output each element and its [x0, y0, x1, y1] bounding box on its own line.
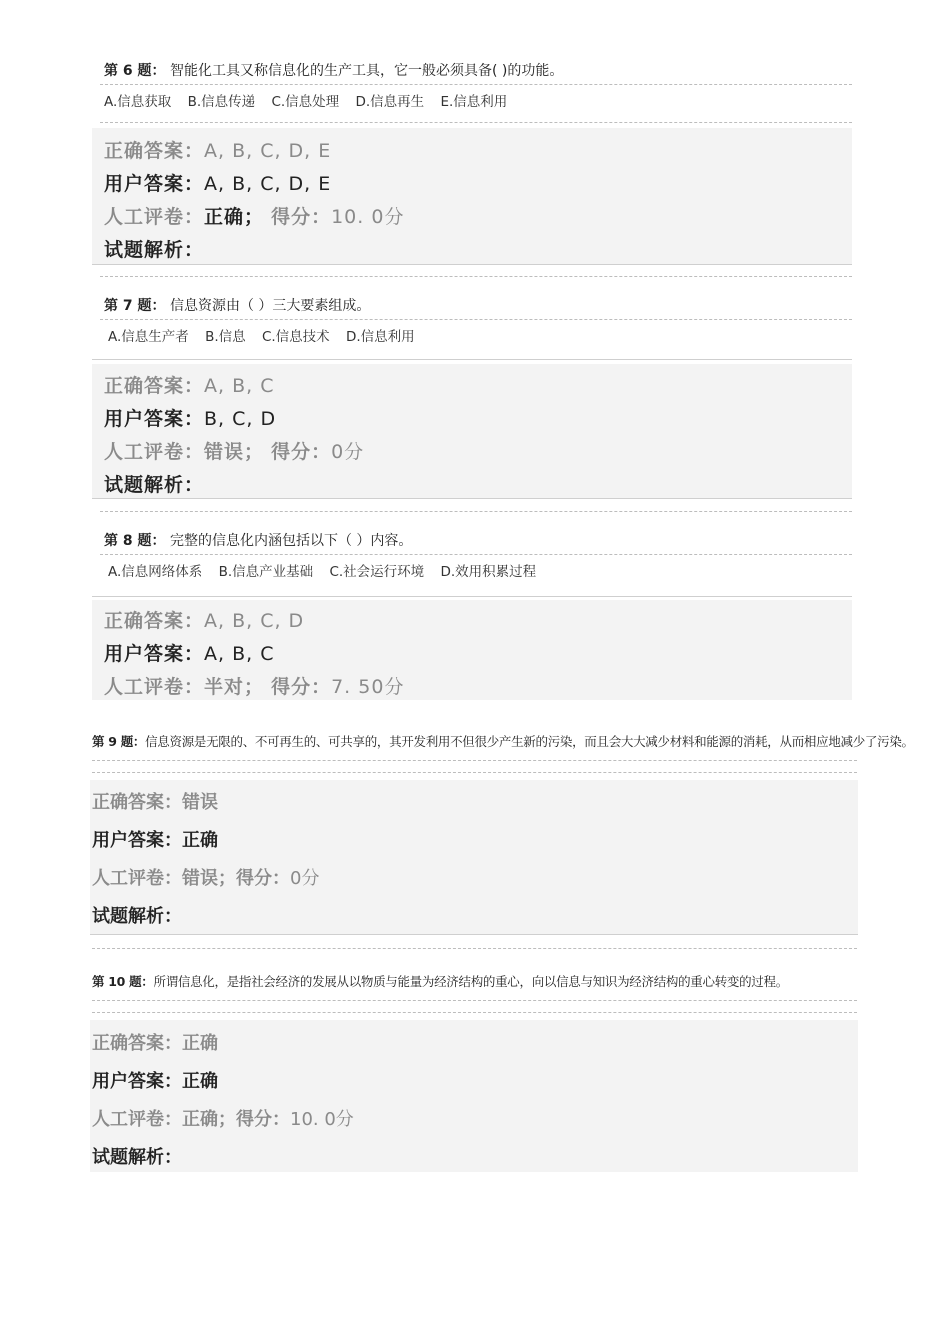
option-c: C.信息技术 [261, 329, 330, 345]
question-6-correct-answer: 正确答案：A, B, C, D, E [104, 140, 332, 162]
question-8-correct-answer: 正确答案：A, B, C, D [104, 610, 305, 632]
question-10-text: 所谓信息化，是指社会经济的发展从以物质与能量为经济结构的重心，向以信息与知识为经济结构的重心转变的过程。 [153, 974, 788, 989]
question-9-grading: 人工评卷：错误；得分：0分 [92, 868, 320, 889]
option-d: D.信息利用 [345, 329, 415, 345]
question-8-header [104, 530, 412, 550]
divider [100, 276, 852, 277]
question-10-grading: 人工评卷：正确；得分：10. 0分 [92, 1109, 354, 1130]
question-10-user-answer: 用户答案：正确 [92, 1071, 218, 1092]
question-9-analysis: 试题解析： [92, 906, 182, 927]
divider [92, 1012, 857, 1013]
option-c: C.社会运行环境 [329, 564, 425, 580]
question-7-text: 信息资源由（ ）三大要素组成。 [169, 298, 371, 314]
option-a: A.信息获取 [104, 94, 172, 110]
divider [100, 122, 852, 123]
question-7-grading: 人工评卷：错误； 得分：0分 [104, 441, 365, 463]
divider [90, 934, 858, 935]
question-7-user-answer: 用户答案：B, C, D [104, 408, 277, 430]
question-8-options [108, 560, 548, 580]
question-6-grading: 人工评卷：正确； 得分：10. 0分 [104, 206, 405, 228]
question-9-text: 信息资源是无限的、不可再生的、可共享的，其开发利用不但很少产生新的污染，而且会大大减少材料和能源的消耗，从而相应地减少了污染。 [145, 734, 914, 749]
question-9-header [92, 732, 914, 750]
question-10-number: 第 10 题： [92, 974, 154, 989]
option-e: E.信息利用 [440, 94, 508, 110]
divider [100, 84, 852, 85]
divider [92, 948, 857, 949]
divider [100, 319, 852, 320]
option-b: B.信息传递 [187, 94, 256, 110]
divider [100, 511, 852, 512]
question-6-number: 第 6 题： [104, 63, 166, 79]
option-d: D.信息再生 [355, 94, 425, 110]
divider [92, 596, 852, 597]
option-a: A.信息生产者 [108, 329, 189, 345]
question-9-user-answer: 用户答案：正确 [92, 830, 218, 851]
option-b: B.信息产业基础 [218, 564, 314, 580]
question-10-analysis: 试题解析： [92, 1147, 182, 1168]
question-6-user-answer: 用户答案：A, B, C, D, E [104, 173, 332, 195]
divider [92, 264, 852, 265]
divider [92, 498, 852, 499]
option-a: A.信息网络体系 [108, 564, 203, 580]
question-6-text: 智能化工具又称信息化的生产工具，它一般必须具备( )的功能。 [169, 63, 564, 79]
question-7-header [104, 295, 370, 315]
question-8-number: 第 8 题： [104, 533, 166, 549]
question-7-analysis: 试题解析： [104, 474, 205, 496]
option-b: B.信息 [205, 329, 246, 345]
question-10-header [92, 972, 788, 990]
divider [100, 554, 852, 555]
question-10-correct-answer: 正确答案：正确 [92, 1033, 218, 1054]
question-8-user-answer: 用户答案：A, B, C [104, 643, 275, 665]
question-7-options [108, 325, 427, 345]
question-6-analysis: 试题解析： [104, 239, 205, 261]
question-6-options [104, 90, 519, 110]
divider [92, 772, 857, 773]
divider [92, 760, 857, 761]
question-8-text: 完整的信息化内涵包括以下（ ）内容。 [169, 533, 413, 549]
option-c: C.信息处理 [271, 94, 340, 110]
question-7-correct-answer: 正确答案：A, B, C [104, 375, 275, 397]
question-8-grading: 人工评卷：半对； 得分：7. 50分 [104, 676, 405, 698]
option-d: D.效用积累过程 [440, 564, 537, 580]
question-6-header [104, 60, 563, 80]
question-9-correct-answer: 正确答案：错误 [92, 792, 218, 813]
divider [92, 359, 852, 360]
question-9-number: 第 9 题： [92, 734, 146, 749]
divider [92, 1000, 857, 1001]
question-7-number: 第 7 题： [104, 298, 166, 314]
